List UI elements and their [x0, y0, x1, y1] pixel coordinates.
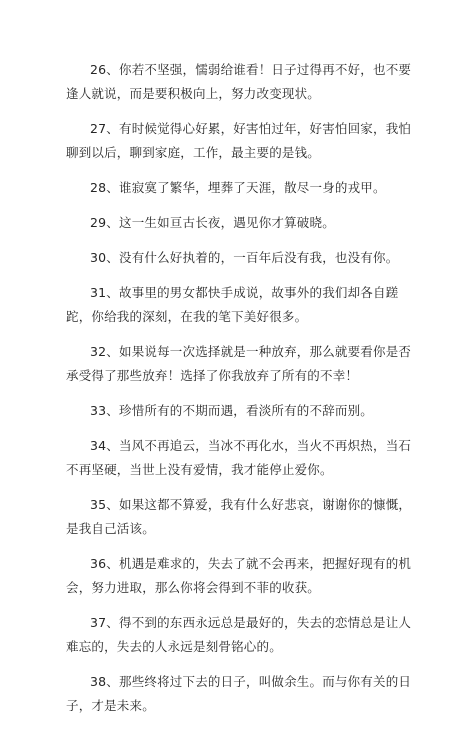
- quote-paragraph-27: 27、有时候觉得心好累，好害怕过年，好害怕回家，我怕聊到以后，聊到家庭，工作，最主要的是钱。: [66, 121, 412, 160]
- quote-paragraph-32: 32、如果说每一次选择就是一种放弃，那么就要看你是否承受得了那些放弃！选择了你我放弃了所有的不幸！: [66, 344, 412, 383]
- quote-paragraph-37: 37、得不到的东西永远总是最好的，失去的恋情总是让人难忘的，失去的人永远是刻骨铭心的。: [66, 615, 412, 654]
- quote-paragraph-30: 30、没有什么好执着的，一百年后没有我，也没有你。: [90, 250, 399, 265]
- quote-paragraph-33: 33、珍惜所有的不期而遇，看淡所有的不辞而别。: [90, 403, 374, 418]
- quote-paragraph-28: 28、谁寂寞了繁华，埋葬了天涯，散尽一身的戎甲。: [90, 180, 386, 195]
- quote-paragraph-26: 26、你若不坚强，懦弱给谁看！日子过得再不好，也不要逢人就说，而是要积极向上，努力改变现状。: [66, 62, 412, 101]
- quote-paragraph-38: 38、那些终将过下去的日子，叫做余生。而与你有关的日子，才是未来。: [66, 674, 412, 713]
- quote-paragraph-35: 35、如果这都不算爱，我有什么好悲哀，谢谢你的慷慨，是我自己活该。: [66, 497, 412, 536]
- quote-paragraph-29: 29、这一生如亘古长夜，遇见你才算破晓。: [90, 215, 335, 230]
- document-body: [66, 58, 416, 729]
- quote-paragraph-36: 36、机遇是难求的，失去了就不会再来，把握好现有的机会，努力进取，那么你将会得到不菲的收获。: [66, 556, 412, 595]
- quote-paragraph-34: 34、当风不再追云，当冰不再化水，当火不再炽热，当石不再坚硬，当世上没有爱情，我才能停止爱你。: [66, 438, 412, 477]
- quote-paragraph-31: 31、故事里的男女都快手成说，故事外的我们却各自蹉跎，你给我的深刻，在我的笔下美好很多。: [66, 285, 399, 324]
